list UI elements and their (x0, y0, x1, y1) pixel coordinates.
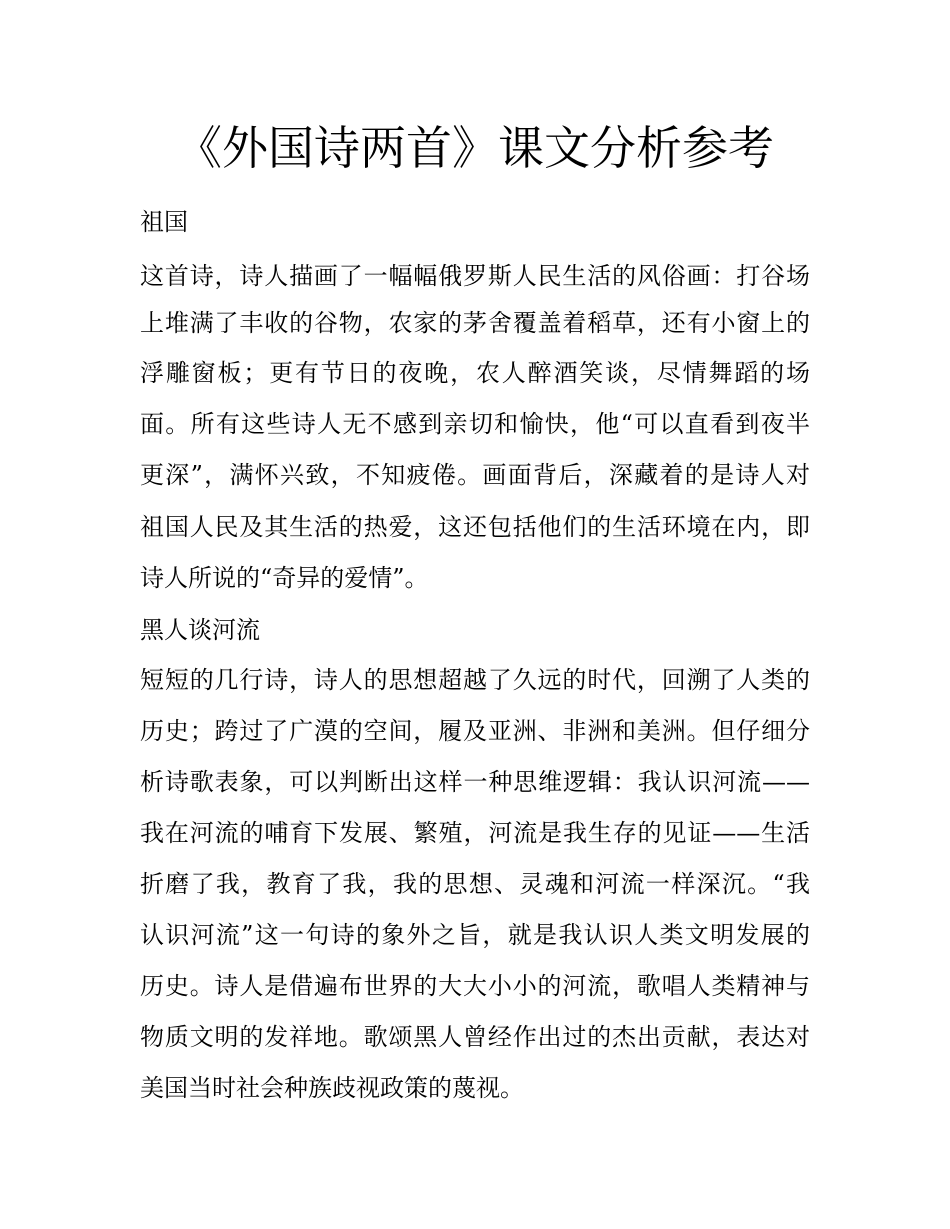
paragraph-line: 面。所有这些诗人无不感到亲切和愉快，他“可以直看到夜半 (140, 410, 810, 438)
paragraph-line: 这首诗，诗人描画了一幅幅俄罗斯人民生活的风俗画：打谷场 (140, 262, 810, 290)
paragraph-line: 短短的几行诗，诗人的思想超越了久远的时代，回溯了人类的 (140, 666, 810, 694)
paragraph-line: 更深”，满怀兴致，不知疲倦。画面背后，深藏着的是诗人对 (140, 461, 810, 489)
section-heading: 黑人谈河流 (140, 616, 260, 644)
paragraph-line: 历史；跨过了广漠的空间，履及亚洲、非洲和美洲。但仔细分 (140, 717, 810, 745)
paragraph-line: 上堆满了丰收的谷物，农家的茅舍覆盖着稻草，还有小窗上的 (140, 309, 810, 337)
paragraph-line: 浮雕窗板；更有节日的夜晚，农人醉酒笑谈，尽情舞蹈的场 (140, 359, 810, 387)
document-title: 《外国诗两首》课文分析参考 (176, 121, 774, 175)
paragraph-line: 祖国人民及其生活的热爱，这还包括他们的生活环境在内，即 (140, 513, 810, 541)
paragraph-line: 诗人所说的“奇异的爱情”。 (140, 564, 429, 592)
paragraph-line: 历史。诗人是借遍布世界的大大小小的河流，歌唱人类精神与 (140, 972, 810, 1000)
paragraph-line: 我在河流的哺育下发展、繁殖，河流是我生存的见证——生活 (140, 819, 810, 847)
paragraph-line: 物质文明的发祥地。歌颂黑人曾经作出过的杰出贡献，表达对 (140, 1023, 810, 1051)
paragraph-line: 美国当时社会种族歧视政策的蔑视。 (140, 1074, 524, 1102)
section-heading: 祖国 (140, 208, 188, 236)
paragraph-line: 析诗歌表象，可以判断出这样一种思维逻辑：我认识河流—— (140, 768, 810, 796)
paragraph-line: 认识河流”这一句诗的象外之旨，就是我认识人类文明发展的 (140, 921, 810, 949)
paragraph-line: 折磨了我，教育了我，我的思想、灵魂和河流一样深沉。“我 (140, 870, 810, 898)
